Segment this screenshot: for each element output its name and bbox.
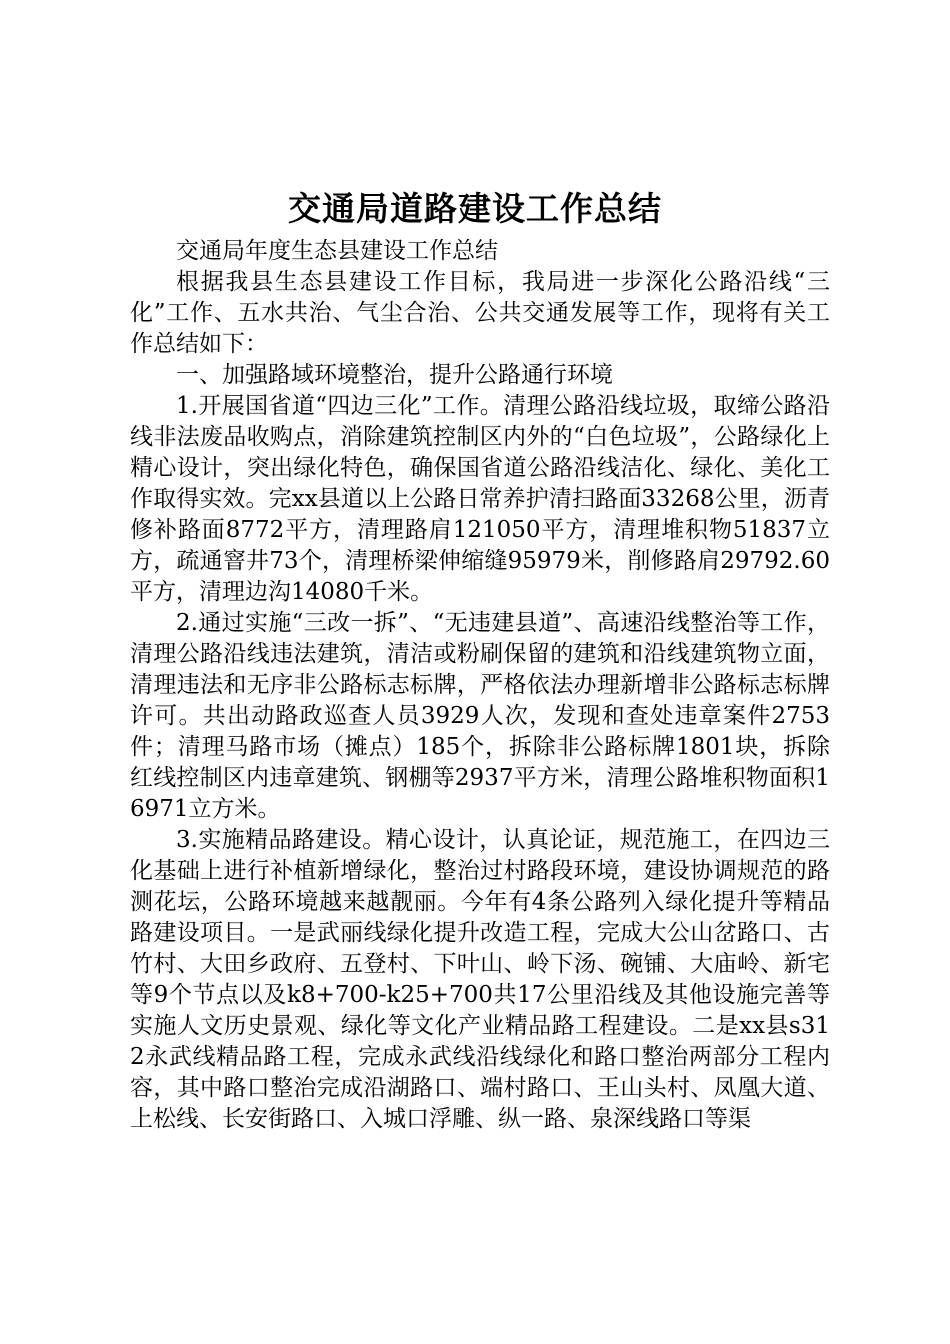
document-title: 交通局道路建设工作总结 xyxy=(288,189,662,228)
paragraph-item-2: 2.通过实施“三改一拆”、“无违建县道”、高速沿线整治等工作，清理公路沿线违法建筑，清洁或粉刷保留的建筑和沿线建筑物立面，清理违法和无序非公路标志标牌，严格依法办理新增非公路标志标牌许可。共出动路政巡查人员3929人次，发现和查处违章案件2753件；清理马路市场（摊点）185个，拆除非公路标牌1801块，拆除红线控制区内违章建筑、钢棚等2937平方米，清理公路堆积物面积16971立方米。 xyxy=(130,610,830,822)
paragraph-item-1: 1.开展国省道“四边三化”工作。清理公路沿线垃圾，取缔公路沿线非法废品收购点，消除建筑控制区内外的“白色垃圾”，公路绿化上精心设计，突出绿化特色，确保国省道公路沿线洁化、绿化、美化工作取得实效。完xx县道以上公路日常养护清扫路面33268公里，沥青修补路面8772平方，清理路肩121050平方，清理堆积物51837立方，疏通窨井73个，清理桥梁伸缩缝95979米，削修路肩29792.60平方，清理边沟14080千米。 xyxy=(130,393,830,605)
paragraph-subtitle: 交通局年度生态县建设工作总结 xyxy=(176,238,498,264)
paragraph-item-3: 3.实施精品路建设。精心设计，认真论证，规范施工，在四边三化基础上进行补植新增绿化，整治过村路段环境，建设协调规范的路测花坛，公路环境越来越靓丽。今年有4条公路列入绿化提升等精品路建设项目。一是武丽线绿化提升改造工程，完成大公山岔路口、古竹村、大田乡政府、五登村、下叶山、岭下汤、碗铺、大庙岭、新宅等9个节点以及k8+700-k25+700共17公里沿线及其他设施完善等实施人文历史景观、绿化等文化产业精品路工程建设。二是xx县s312永武线精品路工程，完成永武线沿线绿化和路口整治两部分工程内容，其中路口整治完成沿湖路口、端村路口、王山头村、凤凰大道、上松线、长安街路口、入城口浮雕、纵一路、泉深线路口等渠 xyxy=(130,827,830,1132)
document-body xyxy=(130,236,830,1135)
section-heading-1: 一、加强路域环境整治，提升公路通行环境 xyxy=(176,362,613,388)
paragraph-intro: 根据我县生态县建设工作目标，我局进一步深化公路沿线“三化”工作、五水共治、气尘合治、公共交通发展等工作，现将有关工作总结如下： xyxy=(130,269,830,357)
